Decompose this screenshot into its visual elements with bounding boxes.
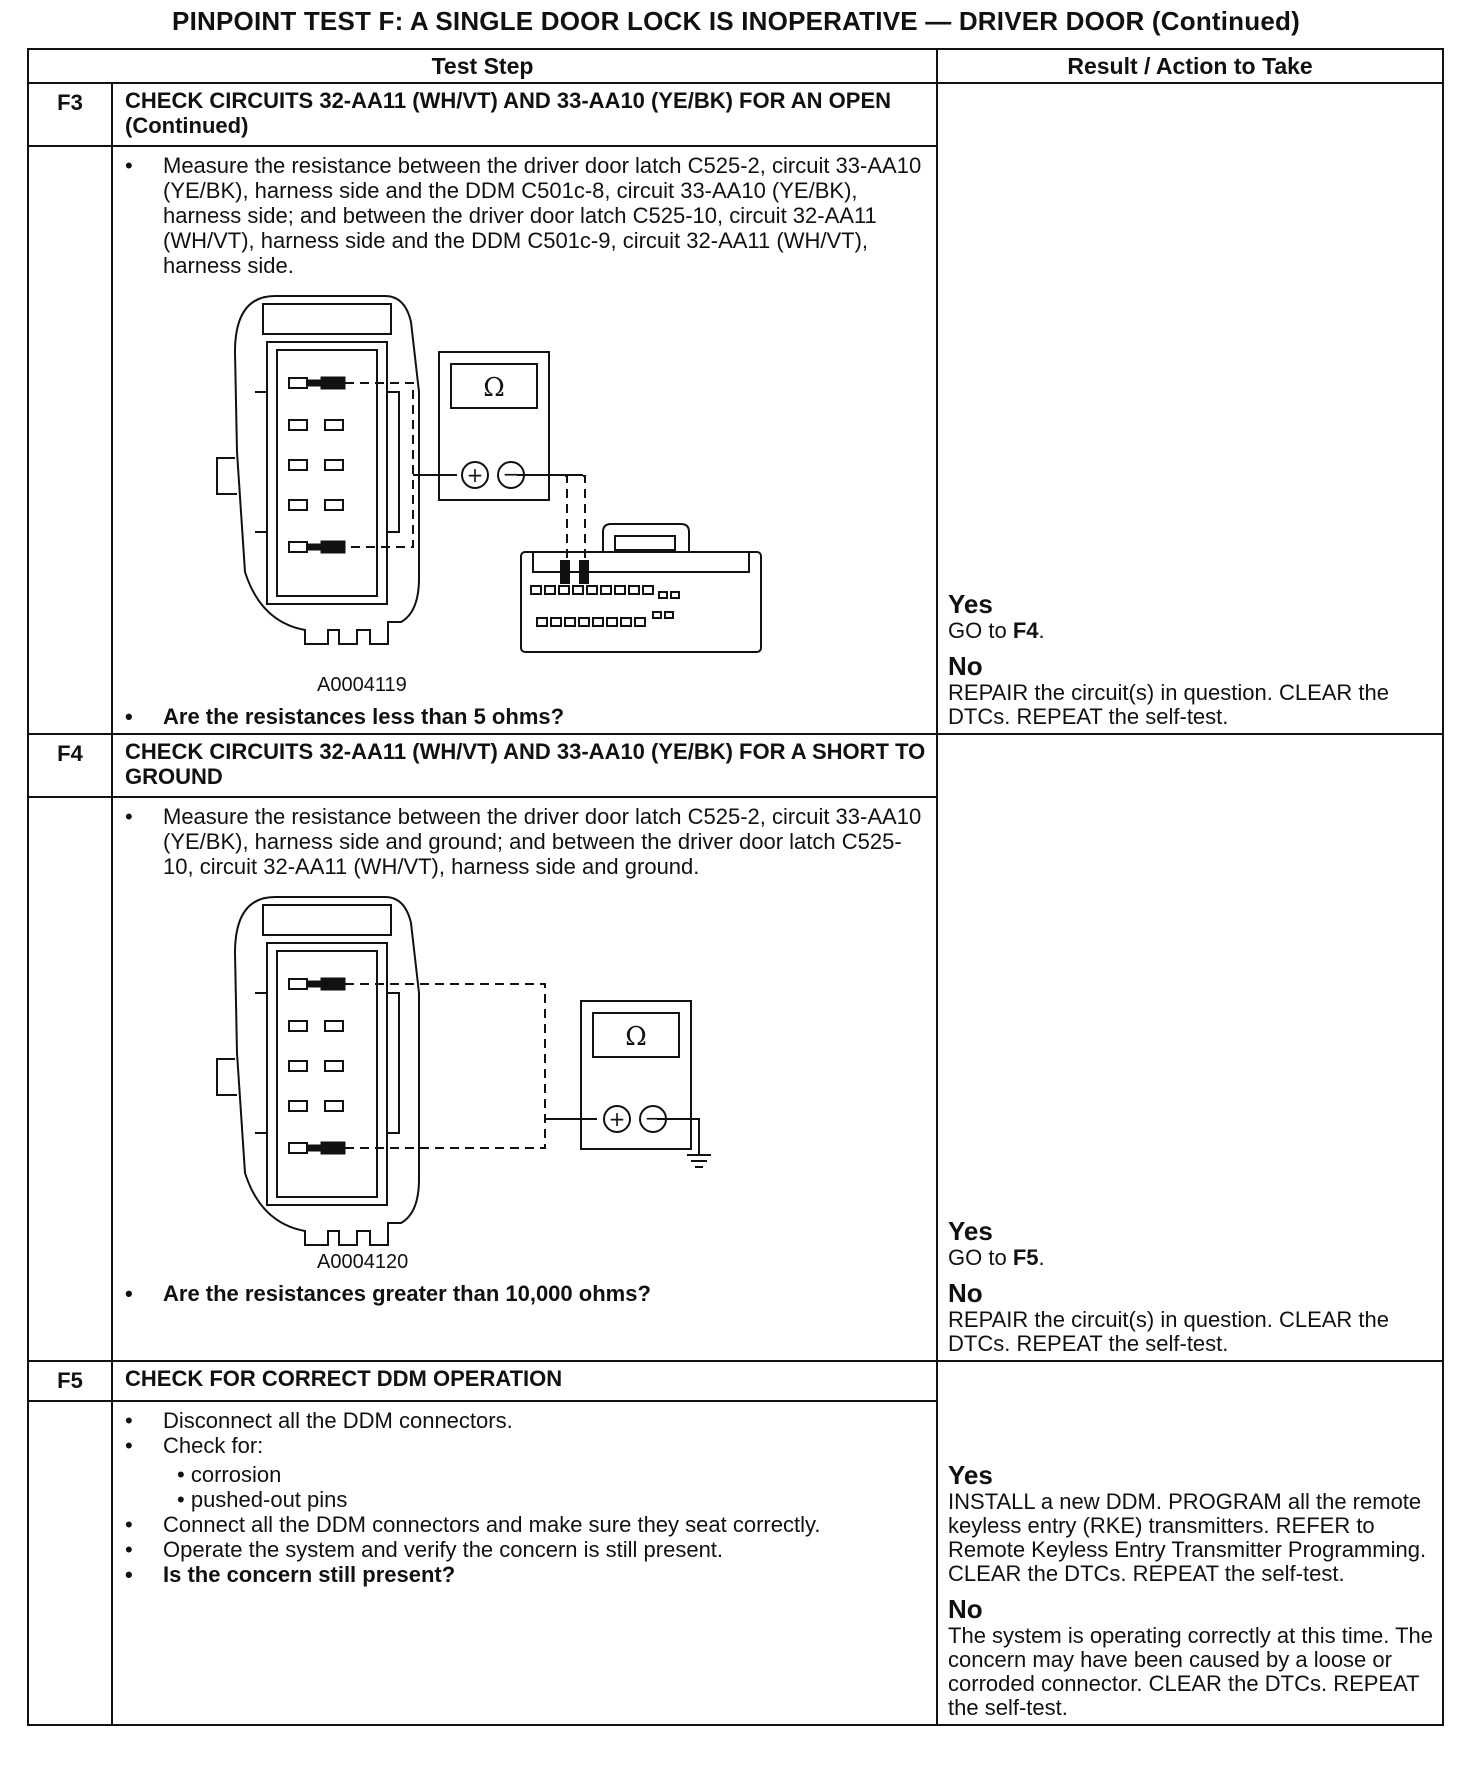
header-result-action: Result / Action to Take <box>937 49 1443 83</box>
ohm-symbol: Ω <box>625 1022 647 1052</box>
result-f3 <box>937 83 1443 734</box>
svg-text:+: + <box>466 463 484 487</box>
list-item: • Are the resistances less than 5 ohms? <box>125 704 926 729</box>
result-yes-action: INSTALL a new DDM. PROGRAM all the remote keyless entry (RKE) transmitters. REFER to Remote Keyless Entry Transmitter Programming. CLEAR the DTCs. REPEAT the self-test. <box>948 1489 1427 1586</box>
result-f4 <box>937 734 1443 1361</box>
result-no-action: The system is operating correctly at this time. The concern may have been caused by a loose or corroded connector. CLEAR the DTCs. REPEAT the self-test. <box>948 1623 1434 1720</box>
svg-text:−: − <box>644 1106 662 1130</box>
step-title-f4: CHECK CIRCUITS 32-AA11 (WH/VT) AND 33-AA10 (YE/BK) FOR A SHORT TO GROUND <box>112 734 937 797</box>
step-title-f5: CHECK FOR CORRECT DDM OPERATION <box>112 1361 937 1401</box>
list-item: • Measure the resistance between the driver door latch C525-2, circuit 33-AA10 (YE/BK), harness side and the DDM C501c-8, circuit 33-AA10 (YE/BK), harness side; and between the driver door latch C525-10, circuit 32-AA11 (WH/VT), harness side and the DDM C501c-9, circuit 32-AA11 (WH/VT), harness side. <box>125 153 926 278</box>
step-id-f5: F5 <box>28 1361 112 1401</box>
list-item: • Are the resistances greater than 10,000 ohms? <box>125 1281 926 1306</box>
result-f5 <box>937 1361 1443 1725</box>
figure-id: A0004119 <box>317 674 407 696</box>
step-body-f3 <box>112 146 937 734</box>
result-no-label: No <box>948 1278 983 1308</box>
diagram-open-circuit <box>205 282 926 698</box>
step-f4-title-row <box>28 734 1443 797</box>
step-body-f5 <box>112 1401 937 1725</box>
sub-list-item: • pushed-out pins <box>177 1487 348 1512</box>
result-yes-label: Yes <box>948 589 993 619</box>
result-no-action: REPAIR the circuit(s) in question. CLEAR the DTCs. REPEAT the self-test. <box>948 1307 1390 1356</box>
result-yes-label: Yes <box>948 1460 993 1490</box>
figure-id: A0004120 <box>317 1251 409 1273</box>
goto-step-link: F5 <box>1012 1245 1039 1270</box>
step-id-f4: F4 <box>28 734 112 797</box>
sub-list-item: • corrosion <box>177 1462 282 1487</box>
step-title-f3: CHECK CIRCUITS 32-AA11 (WH/VT) AND 33-AA10 (YE/BK) FOR AN OPEN (Continued) <box>112 83 937 146</box>
list-item: • Operate the system and verify the concern is still present. <box>125 1537 724 1562</box>
result-no-label: No <box>948 1594 983 1624</box>
diagram-short-to-ground <box>205 883 926 1275</box>
sub-list <box>125 1462 926 1512</box>
list-item: • Disconnect all the DDM connectors. <box>125 1408 513 1433</box>
question-text: Are the resistances less than 5 ohms? <box>163 704 565 729</box>
result-yes-action: GO to F4. <box>948 618 1045 643</box>
svg-text:−: − <box>502 462 520 486</box>
list-item: • Measure the resistance between the driver door latch C525-2, circuit 33-AA10 (YE/BK), harness side and ground; and between the driver door latch C525-10, circuit 32-AA11 (WH/VT), harness side and ground. <box>125 804 926 879</box>
wiring-diagram <box>205 282 825 672</box>
goto-step-link: F4 <box>1012 618 1039 643</box>
step-id-f3: F3 <box>28 83 112 146</box>
list-item: • Is the concern still present? <box>125 1562 926 1587</box>
question-text: Is the concern still present? <box>163 1562 456 1587</box>
step-f3-title-row <box>28 83 1443 146</box>
instruction-text: Measure the resistance between the driver door latch C525-2, circuit 33-AA10 (YE/BK), harness side and ground; and between the driver door latch C525-10, circuit 32-AA11 (WH/VT), harness side and ground. <box>163 804 922 879</box>
wiring-diagram <box>205 883 825 1249</box>
pinpoint-test-table <box>27 48 1444 1726</box>
result-no-label: No <box>948 651 983 681</box>
question-text: Are the resistances greater than 10,000 ohms? <box>163 1281 651 1306</box>
ohm-symbol: Ω <box>483 373 505 403</box>
result-yes-action: GO to F5. <box>948 1245 1045 1270</box>
step-body-f4 <box>112 797 937 1361</box>
ddm-connector <box>521 524 761 652</box>
header-test-step: Test Step <box>28 49 937 83</box>
instruction-text: Measure the resistance between the driver door latch C525-2, circuit 33-AA10 (YE/BK), harness side and the DDM C501c-8, circuit 33-AA10 (YE/BK), harness side; and between the driver door latch C525-10, circuit 32-AA11 (WH/VT), harness side and the DDM C501c-9, circuit 32-AA11 (WH/VT), harness side. <box>163 153 922 278</box>
svg-text:+: + <box>608 1107 626 1131</box>
page-title: PINPOINT TEST F: A SINGLE DOOR LOCK IS INOPERATIVE — DRIVER DOOR (Continued) <box>172 6 1300 36</box>
step-f5-title-row <box>28 1361 1443 1401</box>
result-no-action: REPAIR the circuit(s) in question. CLEAR the DTCs. REPEAT the self-test. <box>948 680 1390 729</box>
table-header-row <box>28 49 1443 83</box>
result-yes-label: Yes <box>948 1216 993 1246</box>
list-item: • Connect all the DDM connectors and make sure they seat correctly. <box>125 1512 821 1537</box>
list-item: • Check for: <box>125 1433 264 1458</box>
